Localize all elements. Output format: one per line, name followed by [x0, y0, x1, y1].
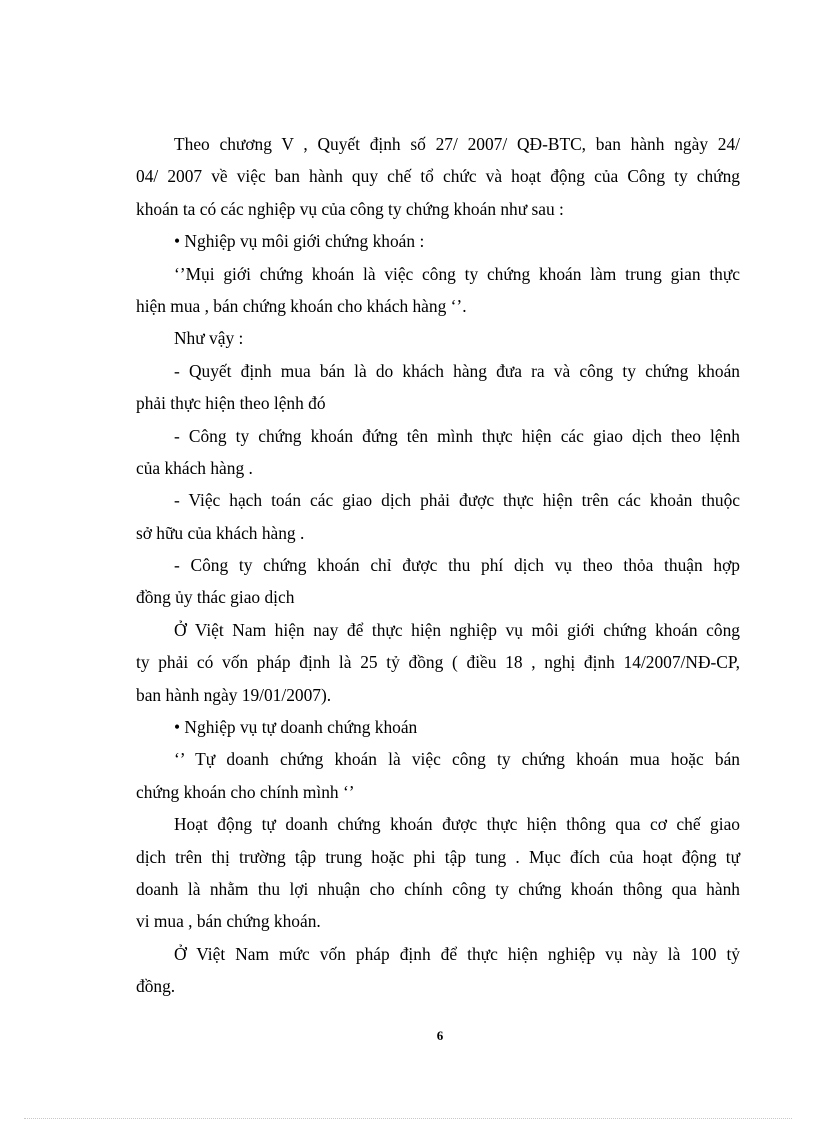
text-line: • Nghiệp vụ môi giới chứng khoán : [174, 231, 425, 252]
text-line: - Quyết định mua bán là do khách hàng đưa ra và công ty chứng khoán [174, 360, 740, 381]
text-line: hiện mua , bán chứng khoán cho khách hàng ‘’. [136, 295, 467, 316]
text-line: sở hữu của khách hàng . [136, 522, 305, 543]
text-line: đồng. [136, 976, 176, 997]
text-line: Như vậy : [174, 328, 244, 349]
text-line: Ở Việt Nam hiện nay để thực hiện nghiệp vụ môi giới chứng khoán công [174, 619, 740, 640]
text-line: doanh là nhằm thu lợi nhuận cho chính công ty chứng khoán thông qua hành [136, 878, 740, 899]
text-line: khoán ta có các nghiệp vụ của công ty chứng khoán như sau : [136, 198, 564, 219]
text-line: phải thực hiện theo lệnh đó [136, 393, 326, 414]
text-line: vi mua , bán chứng khoán. [136, 911, 321, 932]
text-line: Theo chương V , Quyết định số 27/ 2007/ QĐ-BTC, ban hành ngày 24/ [174, 134, 740, 154]
text-line: ‘’Mụi giới chứng khoán là việc công ty chứng khoán làm trung gian thực [174, 263, 740, 284]
text-line: - Công ty chứng khoán chỉ được thu phí dịch vụ theo thỏa thuận hợp [174, 555, 740, 576]
text-line: - Việc hạch toán các giao dịch phải được thực hiện trên các khoản thuộc [174, 490, 740, 511]
text-line: của khách hàng . [136, 457, 253, 478]
text-line: đồng ủy thác giao dịch [136, 587, 295, 608]
text-line: 04/ 2007 về việc ban hành quy chế tổ chức và hoạt động của Công ty chứng [136, 166, 740, 187]
text-line: ‘’ Tự doanh chứng khoán là việc công ty chứng khoán mua hoặc bán [174, 749, 740, 770]
text-line: - Công ty chứng khoán đứng tên mình thực hiện các giao dịch theo lệnh [174, 425, 740, 446]
page-number: 6 [436, 1028, 444, 1043]
text-line: ty phải có vốn pháp định là 25 tỷ đồng ( điều 18 , nghị định 14/2007/NĐ-CP, [136, 652, 740, 673]
text-line: Hoạt động tự doanh chứng khoán được thực hiện thông qua cơ chế giao [174, 814, 740, 835]
footer-divider [24, 1118, 792, 1119]
text-line: chứng khoán cho chính mình ‘’ [136, 781, 355, 802]
text-line: Ở Việt Nam mức vốn pháp định để thực hiện nghiệp vụ này là 100 tỷ [174, 943, 740, 964]
document-body [136, 128, 740, 1003]
text-line: • Nghiệp vụ tự doanh chứng khoán [174, 717, 418, 738]
text-line: dịch trên thị trường tập trung hoặc phi tập tung . Mục đích của hoạt động tự [136, 846, 740, 867]
text-line: ban hành ngày 19/01/2007). [136, 684, 332, 705]
